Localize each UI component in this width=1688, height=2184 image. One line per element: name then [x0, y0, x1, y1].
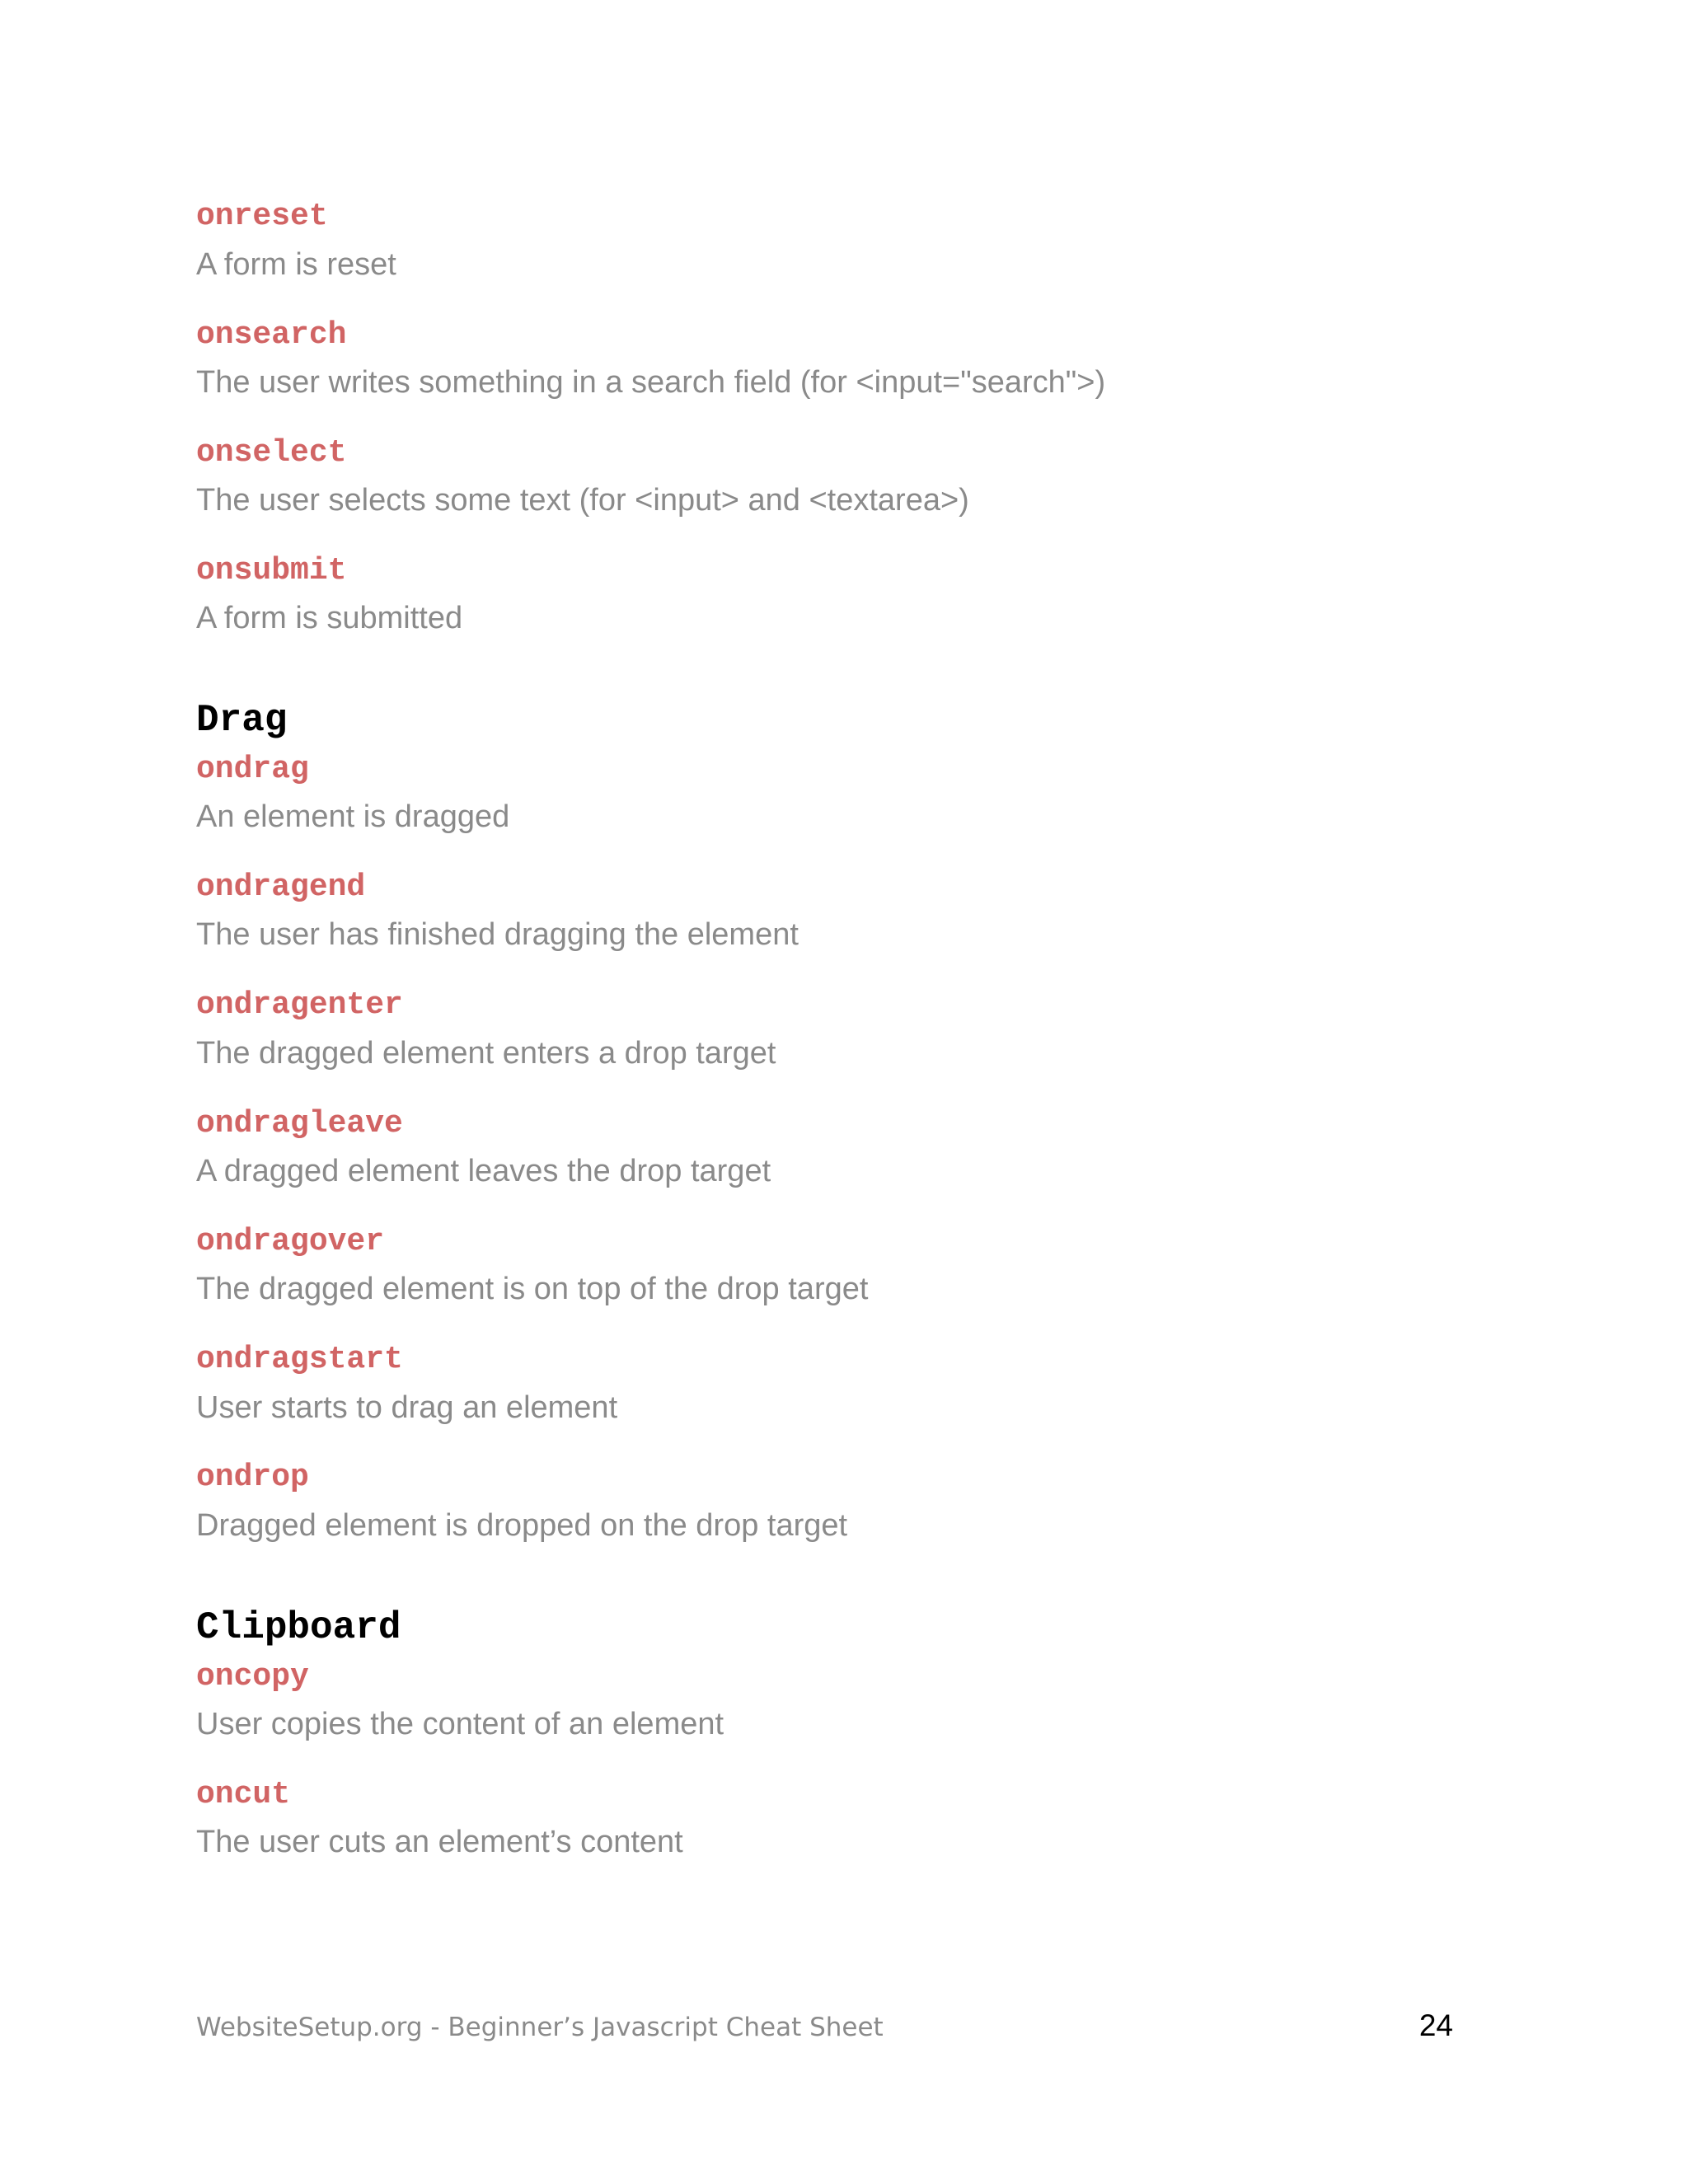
event-description-onsubmit: A form is submitted: [196, 601, 463, 635]
event-name-onsearch: onsearch: [196, 317, 347, 353]
event-description-ondragleave: A dragged element leaves the drop target: [196, 1154, 771, 1188]
event-name-ondrop: ondrop: [196, 1460, 309, 1495]
event-description-oncopy: User copies the content of an element: [196, 1707, 724, 1741]
event-description-ondrop: Dragged element is dropped on the drop target: [196, 1508, 848, 1543]
event-description-ondragstart: User starts to drag an element: [196, 1390, 618, 1425]
event-description-onselect: The user selects some text (for <input> and <textarea>): [196, 483, 969, 518]
event-description-ondragend: The user has finished dragging the element: [196, 917, 799, 952]
event-name-onsubmit: onsubmit: [196, 553, 347, 588]
event-name-oncut: oncut: [196, 1777, 291, 1812]
event-description-ondragenter: The dragged element enters a drop target: [196, 1036, 776, 1071]
section-heading-clipboard: Clipboard: [196, 1606, 401, 1649]
event-description-onsearch: The user writes something in a search field (for <input="search">): [196, 365, 1106, 400]
event-description-oncut: The user cuts an element’s content: [196, 1825, 683, 1859]
event-name-ondragend: ondragend: [196, 869, 366, 905]
event-name-oncopy: oncopy: [196, 1659, 309, 1694]
event-name-ondrag: ondrag: [196, 752, 309, 787]
event-name-ondragover: ondragover: [196, 1224, 385, 1259]
event-description-onreset: A form is reset: [196, 247, 396, 282]
event-name-ondragleave: ondragleave: [196, 1106, 403, 1141]
event-name-ondragstart: ondragstart: [196, 1342, 403, 1377]
event-description-ondragover: The dragged element is on top of the drop target: [196, 1272, 869, 1306]
event-description-ondrag: An element is dragged: [196, 799, 510, 834]
event-name-onreset: onreset: [196, 199, 328, 234]
section-heading-drag: Drag: [196, 699, 288, 742]
event-name-onselect: onselect: [196, 435, 347, 471]
footer-text: WebsiteSetup.org - Beginner’s Javascript Cheat Sheet: [196, 2013, 884, 2042]
event-name-ondragenter: ondragenter: [196, 987, 403, 1023]
page-number: 24: [1418, 2008, 1453, 2042]
